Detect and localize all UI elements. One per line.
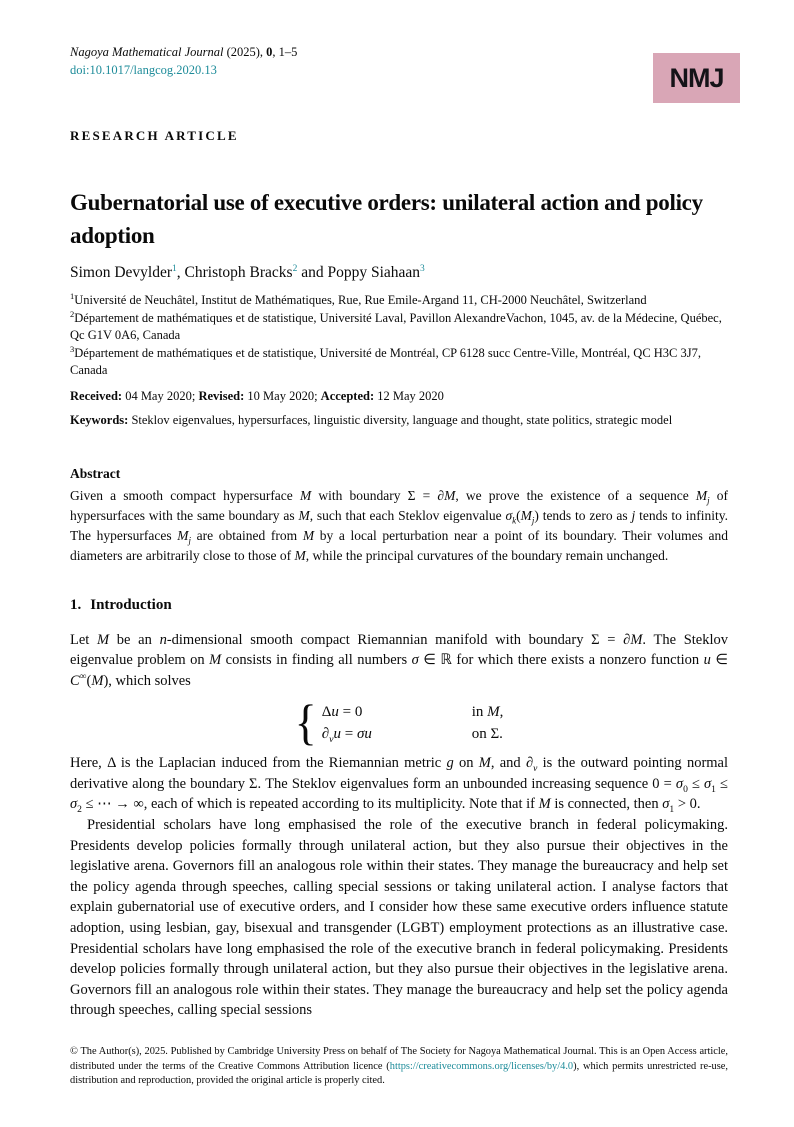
article-title: Gubernatorial use of executive orders: unilateral action and policy adoption (70, 190, 703, 248)
intro-paragraph-3: Presidential scholars have long emphasised the role of the executive branch in federal policymaking. Presidents develop policies formally through unilateral action, but they also pursue their objectives in the legislative arena. Governors fill an analogous role within their states. They manage the bureaucracy and help set the policy agenda through speeches, calling special sessions or taking unilateral action. I analyse factors that explain gubernatorial use of executive orders, and I consider how these same executive orders influence statute adoption, using lesbian, gay, bisexual and transgender (LGBT) employment protections as an illustrative case. Presidential scholars have long emphasised the role of the executive branch in federal policymaking. Presidents develop policies formally through unilateral action, but they also pursue their objectives in the legislative arena. Governors fill an analogous role within their states. They manage the bureaucracy and help set the policy agenda through speeches, calling special sessions (70, 817, 728, 1019)
page-content (70, 44, 728, 1021)
author-line: Simon Devylder$^1$, Christoph Bracks$^2$ and Poppy Siahaan$^3$ (70, 263, 425, 281)
equation-row1-condition: in M, (471, 704, 504, 721)
equation-row2-condition: on Σ. (471, 726, 503, 743)
affiliations (70, 292, 728, 380)
license-link[interactable]: https://creativecommons.org/licenses/by/4.0 (389, 1060, 574, 1072)
copyright-notice: © The Author(s), 2025. Published by Cambridge University Press on behalf of The Society for Nagoya Mathematical Journal. This is an Open Access article, distributed under the terms of the Creative Commons Attribution licence (https://creativecommons.org/licenses/by/4.0), which permits unrestricted re-use, distribution and reproduction, provided the original article is properly cited. (70, 1046, 729, 1086)
affiliation-2: $^2$Département de mathématiques et de statistique, Université Laval, Pavillon AlexandreVachon, 1045, av. de la Médecine, Québec, Qc G1V 0A6, Canada (70, 308, 722, 342)
equation-body (294, 695, 504, 751)
journal-logo (653, 53, 740, 103)
section-title: Introduction (90, 596, 172, 613)
affiliation-1: $^1$Université de Neuchâtel, Institut de Mathématiques, Rue, Rue Emile-Argand 11, CH-2000 Neuchâtel, Switzerland (70, 290, 647, 307)
equation-row1-lhs: Δu = 0 (321, 704, 363, 721)
affiliation-3: $^3$Département de mathématiques et de statistique, Université de Montréal, CP 6128 succ Centre-Ville, Montréal, QC H3C 3J7, Canada (70, 343, 702, 377)
intro-paragraph-2: Here, Δ is the Laplacian induced from the Riemannian metric g on M, and $\partial_\nu$ is the outward pointing normal derivative along the boundary Σ. The Steklov eigenvalues form an unbounded increasing sequence $0 = \sigma_0 \le \sigma_1 \le \sigma_2$ ≤ ⋯ → ∞, each of which is repeated according to its multiplicity. Note that if M is connected, then $\sigma_1 > 0$. (70, 755, 729, 816)
equation-brace: { (294, 695, 317, 751)
journal-logo-text: NMJ (669, 62, 724, 93)
doi-link[interactable]: doi:10.1017/langcog.2020.13 (70, 63, 217, 77)
article-type-label: RESEARCH ARTICLE (70, 128, 239, 143)
equation-row2-lhs: $\partial_\nu u = \sigma u$ (321, 726, 372, 746)
abstract-heading: Abstract (70, 465, 121, 481)
section-heading-introduction (70, 595, 728, 615)
article-history: Received: 04 May 2020; Revised: 10 May 2020; Accepted: 12 May 2020 (70, 388, 444, 403)
steklov-equation (70, 695, 728, 751)
intro-paragraph-1: Let M be an n-dimensional smooth compact Riemannian manifold with boundary Σ = ∂M. The Steklov eigenvalue problem on M consists in finding all numbers σ ∈ ℝ for which there exists a nonzero function u ∈ C∞(M), which solves (70, 631, 729, 689)
journal-citation: Nagoya Mathematical Journal (2025), 0, 1–5 (70, 45, 298, 59)
keywords-line: Keywords: Steklov eigenvalues, hypersurfaces, linguistic diversity, language and thought, state politics, strategic model (70, 412, 673, 427)
abstract-text: Given a smooth compact hypersurface M with boundary Σ = ∂M, we prove the existence of a sequence $M_j$ of hypersurfaces with the same boundary as M, such that each Steklov eigenvalue $\sigma_k(M_j)$ tends to zero as j tends to infinity. The hypersurfaces $M_j$ are obtained from M by a local perturbation near a point of its boundary. Their volumes and diameters are arbitrarily close to those of M, while the principal curvatures of the boundary remain unchanged. (70, 487, 729, 563)
equation-rows (322, 701, 504, 745)
section-number: 1. (70, 596, 82, 613)
